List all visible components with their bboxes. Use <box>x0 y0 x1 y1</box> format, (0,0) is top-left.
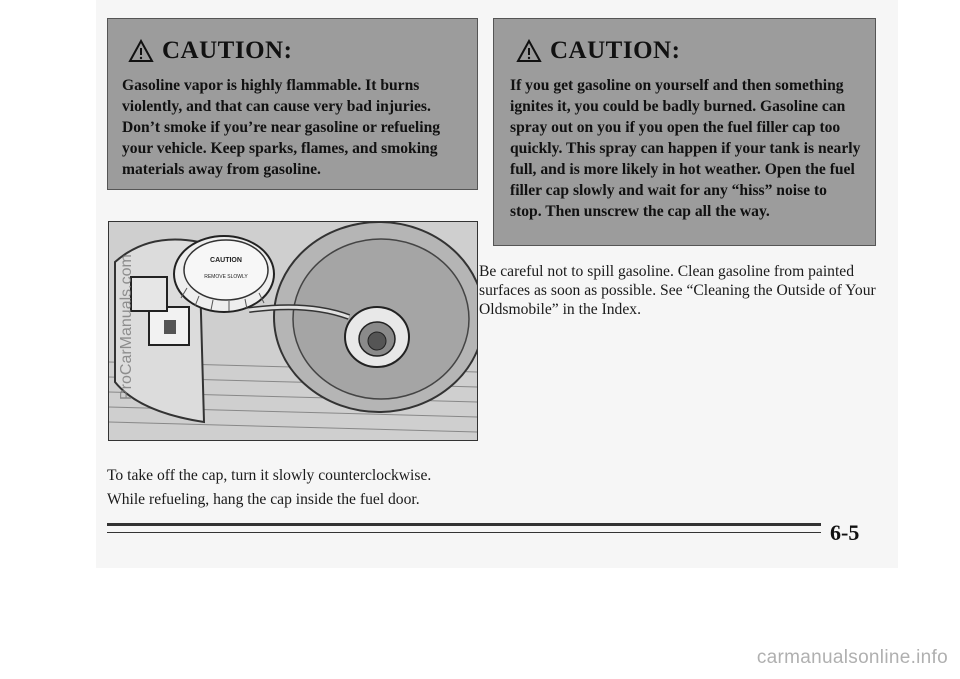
caution-header <box>516 37 861 65</box>
footer-rule-thin <box>107 532 821 533</box>
warning-triangle-icon <box>516 39 542 63</box>
watermark-text: ProCarManuals.com <box>118 254 135 400</box>
hang-cap-paragraph: While refueling, hang the cap inside the fuel door. <box>107 491 420 508</box>
caution-box-spray <box>493 18 876 246</box>
page-number: 6-5 <box>830 520 860 545</box>
cap-caution-label: CAUTION <box>210 257 242 264</box>
fuel-door-drawing <box>109 222 477 440</box>
caution-header <box>128 37 463 65</box>
side-watermark <box>118 200 138 400</box>
caution-title: CAUTION: <box>162 37 293 64</box>
caution-box-vapor <box>107 18 478 190</box>
spill-paragraph: Be careful not to spill gasoline. Clean gasoline from painted surfaces as soon as possible. See “Cleaning the Outside of Your Oldsmobile” in the Index. <box>479 263 876 318</box>
caution-title: CAUTION: <box>550 37 681 64</box>
footer-rule-thick <box>107 523 821 526</box>
remove-cap-paragraph: To take off the cap, turn it slowly counterclockwise. <box>107 467 432 484</box>
warning-triangle-icon <box>128 39 154 63</box>
cap-remove-label: REMOVE SLOWLY <box>204 274 248 280</box>
footer-watermark[interactable]: carmanualsonline.info <box>756 647 948 668</box>
fuel-door-illustration <box>108 221 478 441</box>
caution-text: If you get gasoline on yourself and then something ignites it, you could be badly burned. Gasoline can spray out on you if you open the fuel filler cap too quickly. This spray can happen if your tank is nearly full, and is more likely in hot weather. Open the fuel filler cap slowly and wait for any “hiss” noise to stop. Then unscrew the cap all the way. <box>510 77 861 220</box>
caution-text: Gasoline vapor is highly flammable. It burns violently, and that can cause very bad injuries. Don’t smoke if you’re near gasoline or refueling your vehicle. Keep sparks, flames, and smoking materials away from gasoline. <box>122 77 441 178</box>
